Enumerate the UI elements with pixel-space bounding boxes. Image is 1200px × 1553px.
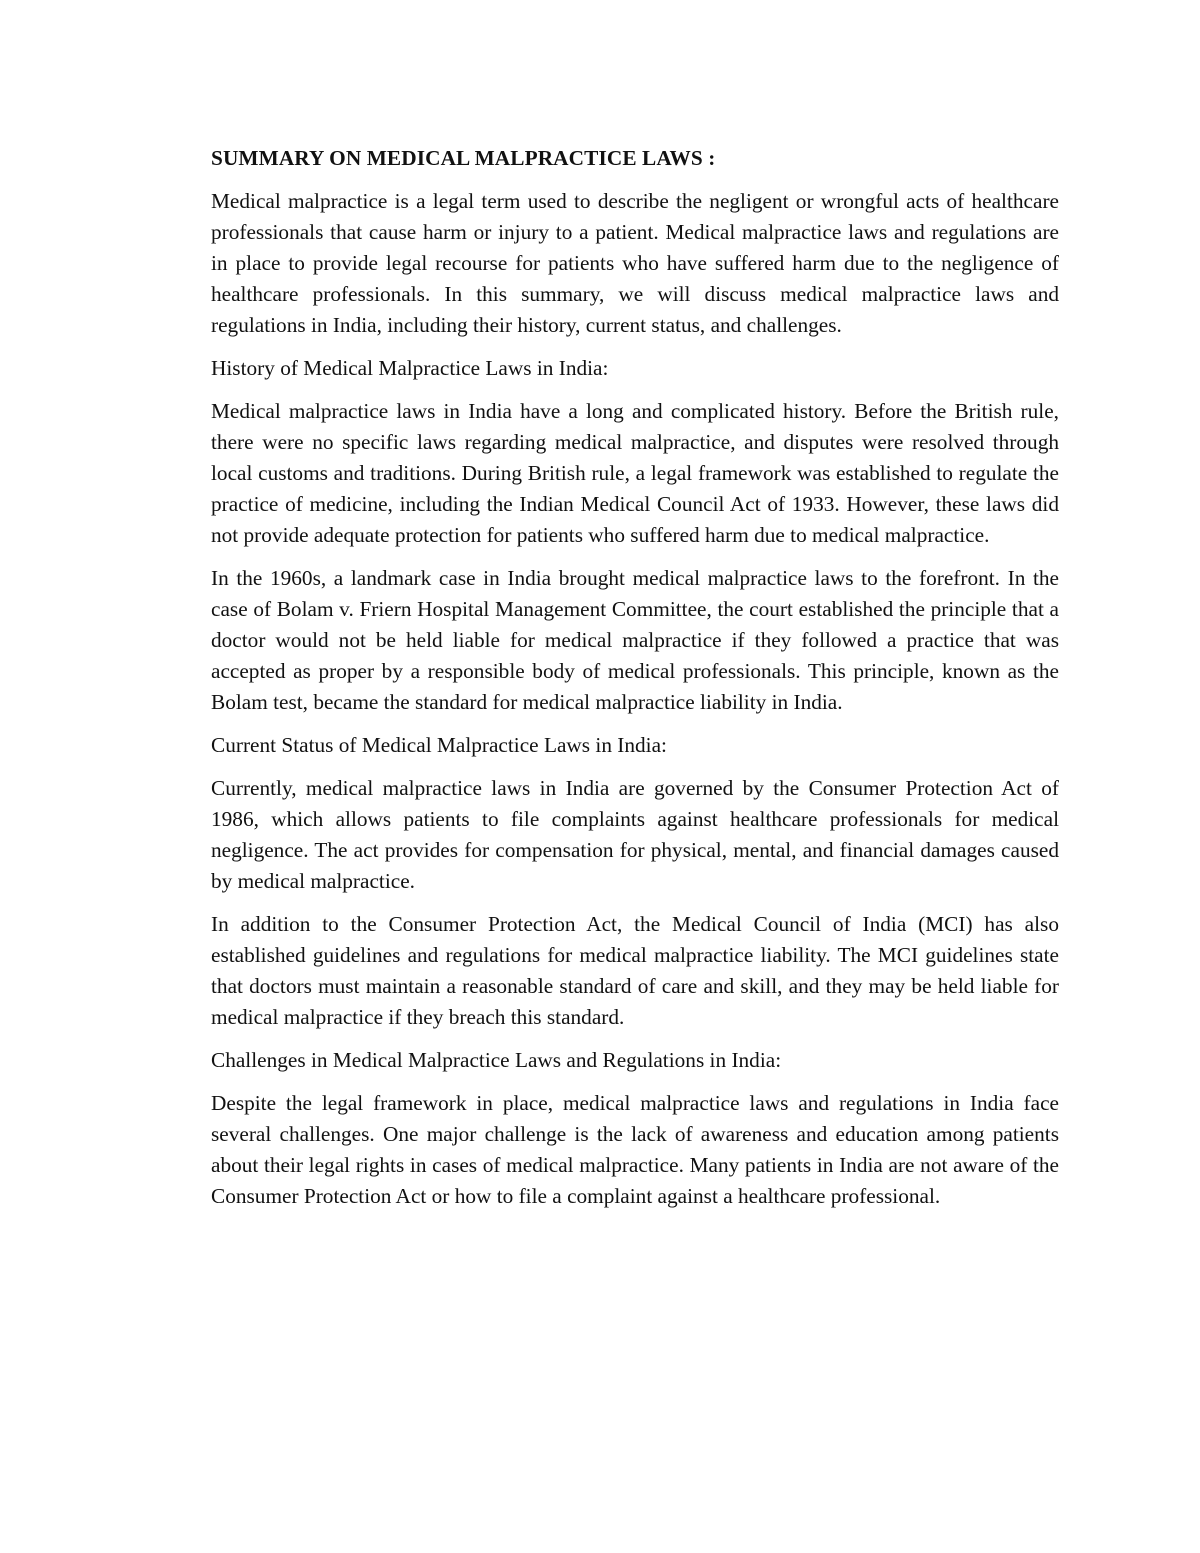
document-title: SUMMARY ON MEDICAL MALPRACTICE LAWS : (211, 146, 716, 170)
challenges-paragraph-1: Despite the legal framework in place, medical malpractice laws and regulations in India face several challenges. One major challenge is the lack of awareness and education among patients about their legal rights in cases of medical malpractice. Many patients in India are not aware of the Consumer Protection Act or how to file a complaint against a healthcare professional. (211, 1091, 1059, 1208)
challenges-heading: Challenges in Medical Malpractice Laws and Regulations in India: (211, 1048, 782, 1072)
history-heading: History of Medical Malpractice Laws in India: (211, 356, 609, 380)
history-paragraph-2: In the 1960s, a landmark case in India brought medical malpractice laws to the forefront. In the case of Bolam v. Friern Hospital Management Committee, the court established the principle that a doctor would not be held liable for medical malpractice if they followed a practice that was accepted as proper by a responsible body of medical professionals. This principle, known as the Bolam test, became the standard for medical malpractice liability in India. (211, 566, 1059, 714)
intro-paragraph: Medical malpractice is a legal term used to describe the negligent or wrongful acts of healthcare professionals that cause harm or injury to a patient. Medical malpractice laws and regulations are in place to provide legal recourse for patients who have suffered harm due to the negligence of healthcare professionals. In this summary, we will discuss medical malpractice laws and regulations in India, including their history, current status, and challenges. (211, 189, 1059, 337)
document-body (211, 143, 1059, 1224)
current-status-paragraph-2: In addition to the Consumer Protection Act, the Medical Council of India (MCI) has also established guidelines and regulations for medical malpractice liability. The MCI guidelines state that doctors must maintain a reasonable standard of care and skill, and they may be held liable for medical malpractice if they breach this standard. (211, 912, 1059, 1029)
current-status-paragraph-1: Currently, medical malpractice laws in India are governed by the Consumer Protection Act of 1986, which allows patients to file complaints against healthcare professionals for medical negligence. The act provides for compensation for physical, mental, and financial damages caused by medical malpractice. (211, 776, 1059, 893)
current-status-heading: Current Status of Medical Malpractice Laws in India: (211, 733, 667, 757)
history-paragraph-1: Medical malpractice laws in India have a long and complicated history. Before the British rule, there were no specific laws regarding medical malpractice, and disputes were resolved through local customs and traditions. During British rule, a legal framework was established to regulate the practice of medicine, including the Indian Medical Council Act of 1933. However, these laws did not provide adequate protection for patients who suffered harm due to medical malpractice. (211, 399, 1059, 547)
